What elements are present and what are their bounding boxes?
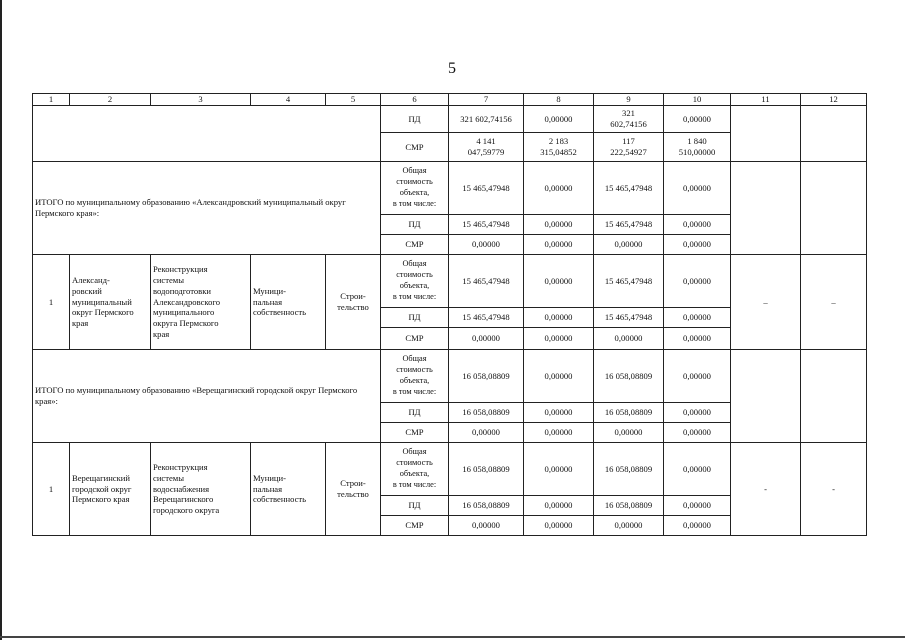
value-cell: 16 058,08809 <box>449 443 524 496</box>
column-11-value: - <box>731 443 801 536</box>
value-cell: 15 465,47948 <box>594 308 664 328</box>
value-cell: 0,00000 <box>449 423 524 443</box>
value-cell: 321 602,74156 <box>449 106 524 133</box>
empty-cell <box>731 350 801 443</box>
column-header: 3 <box>151 94 251 106</box>
cost-type-label: ПД <box>381 403 449 423</box>
value-cell: 15 465,47948 <box>594 255 664 308</box>
value-cell: 0,00000 <box>664 255 731 308</box>
object-name: Реконструкция системы водоподготовки Александровского муниципального округа Пермского края <box>151 255 251 350</box>
cost-type-label <box>381 255 449 308</box>
empty-cell <box>801 350 867 443</box>
cost-type-label: СМР <box>381 235 449 255</box>
value-cell: 0,00000 <box>664 423 731 443</box>
object-row <box>33 255 867 308</box>
cost-type-label <box>381 350 449 403</box>
value-cell: 1 840 510,00000 <box>664 133 731 162</box>
general-cost-label: Общая стоимость объекта, в том числе: <box>392 447 437 489</box>
cost-type-label <box>381 162 449 215</box>
cost-type-label <box>381 443 449 496</box>
table-row <box>33 106 867 133</box>
value-cell: 16 058,08809 <box>449 350 524 403</box>
object-number: 1 <box>33 255 70 350</box>
value-cell: 0,00000 <box>664 403 731 423</box>
value-cell: 0,00000 <box>664 496 731 516</box>
value-cell: 0,00000 <box>664 443 731 496</box>
value-cell: 0,00000 <box>664 162 731 215</box>
value-cell: 0,00000 <box>524 215 594 235</box>
general-cost-label: Общая стоимость объекта, в том числе: <box>392 259 437 301</box>
ownership-type: Муници- пальная собственность <box>251 255 326 350</box>
cost-type-label: ПД <box>381 308 449 328</box>
column-header: 9 <box>594 94 664 106</box>
cost-type-label: ПД <box>381 215 449 235</box>
value-cell: 0,00000 <box>664 106 731 133</box>
value-cell: 15 465,47948 <box>449 308 524 328</box>
value-cell: 15 465,47948 <box>449 255 524 308</box>
general-cost-label: Общая стоимость объекта, в том числе: <box>392 354 437 396</box>
object-number: 1 <box>33 443 70 536</box>
value-cell: 0,00000 <box>524 235 594 255</box>
value-cell: 2 183 315,04852 <box>524 133 594 162</box>
cost-type-label: ПД <box>381 496 449 516</box>
value-cell: 0,00000 <box>524 516 594 536</box>
total-row <box>33 350 867 403</box>
cost-type-label: ПД <box>381 106 449 133</box>
empty-cell <box>801 162 867 255</box>
continued-cell <box>33 106 381 162</box>
value-cell: 15 465,47948 <box>594 215 664 235</box>
column-number-row <box>33 94 867 106</box>
total-label: ИТОГО по муниципальному образованию «Верещагинский городской округ Пермского края»: <box>33 350 381 443</box>
work-type: Строи- тельство <box>326 255 381 350</box>
object-name: Реконструкция системы водоснабжения Верещагинского городского округа <box>151 443 251 536</box>
value-cell: 0,00000 <box>524 162 594 215</box>
empty-cell <box>801 106 867 162</box>
value-cell: 15 465,47948 <box>449 162 524 215</box>
value-cell: 0,00000 <box>524 403 594 423</box>
value-cell: 0,00000 <box>524 350 594 403</box>
value-cell: 0,00000 <box>664 235 731 255</box>
value-cell: 0,00000 <box>664 215 731 235</box>
cost-type-label: СМР <box>381 328 449 350</box>
value-cell: 16 058,08809 <box>449 496 524 516</box>
value-cell: 16 058,08809 <box>449 403 524 423</box>
municipality-name: Верещагинский городской округ Пермского края <box>70 443 151 536</box>
column-header: 12 <box>801 94 867 106</box>
page-number: 5 <box>448 60 456 77</box>
column-11-value: – <box>731 255 801 350</box>
value-cell: 0,00000 <box>664 328 731 350</box>
general-cost-label: Общая стоимость объекта, в том числе: <box>392 166 437 208</box>
column-header: 10 <box>664 94 731 106</box>
value-cell: 0,00000 <box>594 516 664 536</box>
value-cell: 0,00000 <box>594 423 664 443</box>
cost-type-label: СМР <box>381 133 449 162</box>
value-cell: 0,00000 <box>524 443 594 496</box>
value-cell: 0,00000 <box>449 516 524 536</box>
empty-cell <box>731 162 801 255</box>
value-cell: 4 141 047,59779 <box>449 133 524 162</box>
total-row <box>33 162 867 215</box>
column-header: 5 <box>326 94 381 106</box>
page-edge-left <box>0 0 2 640</box>
value-cell: 0,00000 <box>524 328 594 350</box>
value-cell: 0,00000 <box>664 350 731 403</box>
value-cell: 0,00000 <box>524 106 594 133</box>
cost-type-label: СМР <box>381 516 449 536</box>
column-header: 4 <box>251 94 326 106</box>
value-cell: 0,00000 <box>524 496 594 516</box>
municipality-name: Александ- ровский муниципальный округ Пермского края <box>70 255 151 350</box>
value-cell: 0,00000 <box>449 328 524 350</box>
value-cell: 321 602,74156 <box>594 106 664 133</box>
value-cell: 0,00000 <box>449 235 524 255</box>
column-header: 8 <box>524 94 594 106</box>
column-header: 2 <box>70 94 151 106</box>
ownership-type: Муници- пальная собственность <box>251 443 326 536</box>
value-cell: 0,00000 <box>524 255 594 308</box>
value-cell: 16 058,08809 <box>594 403 664 423</box>
value-cell: 0,00000 <box>594 235 664 255</box>
total-label: ИТОГО по муниципальному образованию «Александровский муниципальный округ Пермского края»: <box>33 162 381 255</box>
value-cell: 15 465,47948 <box>449 215 524 235</box>
value-cell: 15 465,47948 <box>594 162 664 215</box>
value-cell: 0,00000 <box>524 308 594 328</box>
column-12-value: - <box>801 443 867 536</box>
value-cell: 16 058,08809 <box>594 443 664 496</box>
column-header: 11 <box>731 94 801 106</box>
empty-cell <box>731 106 801 162</box>
value-cell: 0,00000 <box>524 423 594 443</box>
value-cell: 0,00000 <box>594 328 664 350</box>
object-row <box>33 443 867 496</box>
value-cell: 0,00000 <box>664 308 731 328</box>
column-header: 1 <box>33 94 70 106</box>
value-cell: 16 058,08809 <box>594 496 664 516</box>
value-cell: 0,00000 <box>664 516 731 536</box>
column-12-value: – <box>801 255 867 350</box>
column-header: 7 <box>449 94 524 106</box>
column-header: 6 <box>381 94 449 106</box>
cost-type-label: СМР <box>381 423 449 443</box>
value-cell: 117 222,54927 <box>594 133 664 162</box>
work-type: Строи- тельство <box>326 443 381 536</box>
investment-table <box>32 93 867 536</box>
value-cell: 16 058,08809 <box>594 350 664 403</box>
page-edge-bottom <box>0 636 905 638</box>
